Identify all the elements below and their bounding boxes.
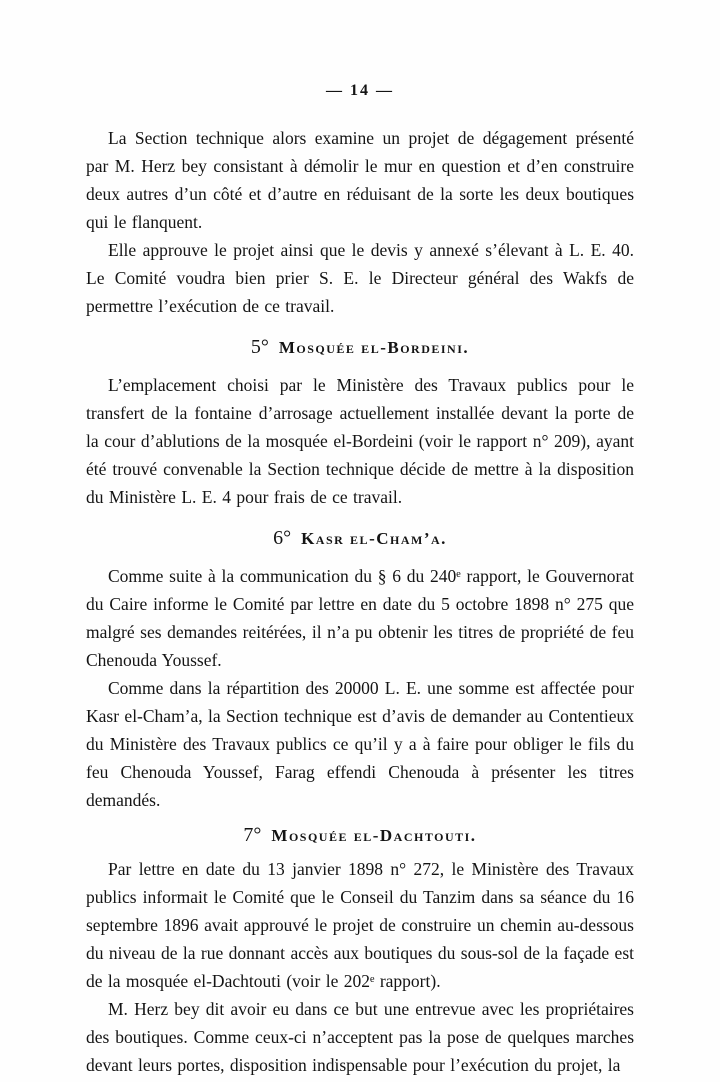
paragraph: M. Herz bey dit avoir eu dans ce but une entrevue avec les propriétaires des boutiques. Comme ceux-ci n’acceptent pas la pose de quelques marches devant leurs portes, disposition indispensable pour l’exécution du projet, la [86,999,634,1075]
paragraph: L’emplacement choisi par le Ministère des Travaux publics pour le transfert de la fontaine d’arrosage actuellement installée devant la porte de la cour d’ablutions de la mosquée el-Bordeini (voir le rapport n° 209), ayant été trouvé convenable la Section technique décide de mettre à la disposition du Ministère L. E. 4 pour frais de ce travail. [86,375,634,507]
paragraph: Par lettre en date du 13 janvier 1898 n° 272, le Ministère des Travaux publics informait le Comité que le Conseil du Tanzim dans sa séance du 16 septembre 1896 avait approuvé le projet de construire un chemin au-dessous du niveau de la rue donnant accès aux boutiques du sous-sol de la façade est de la mosquée el-Dachtouti (voir le 202ᵉ rapport). [86,859,634,991]
section-heading-kasr [86,527,634,550]
section-number: 5° [250,336,269,358]
paragraph: Elle approuve le projet ainsi que le devis y annexé s’élevant à L. E. 40. Le Comité voudra bien prier S. E. le Directeur général des Wakfs de permettre l’exécution de ce travail. [86,240,634,316]
section-number: 7° [243,824,262,846]
paragraph: La Section technique alors examine un projet de dégagement présenté par M. Herz bey consistant à démolir le mur en question et d’en construire deux autres d’un côté et d’autre en réduisant de la sorte les deux boutiques qui le flanquent. [86,128,634,232]
section-title: Mosquée el-Bordeini. [278,338,470,357]
section-heading-dachtouti [86,824,634,847]
section-title: Kasr el-Cham’a. [301,529,447,548]
paragraph: Comme dans la répartition des 20000 L. E. une somme est affectée pour Kasr el-Cham’a, la Section technique est d’avis de demander au Contentieux du Ministère des Travaux publics ce qu’il y a à faire pour obliger le fils du feu Chenouda Youssef, Farag effendi Chenouda à présenter les titres demandés. [86,678,634,810]
section-number: 6° [273,527,292,549]
section-heading-bordeini [86,336,634,359]
section-title: Mosquée el-Dachtouti. [271,826,477,845]
paragraph: Comme suite à la communication du § 6 du 240ᵉ rapport, le Gouvernorat du Caire informe le Comité par lettre en date du 5 octobre 1898 n° 275 que malgré ses demandes reitérées, il n’a pu obtenir les titres de propriété de feu Chenouda Youssef. [86,566,634,670]
page-number: — 14 — [326,82,394,99]
